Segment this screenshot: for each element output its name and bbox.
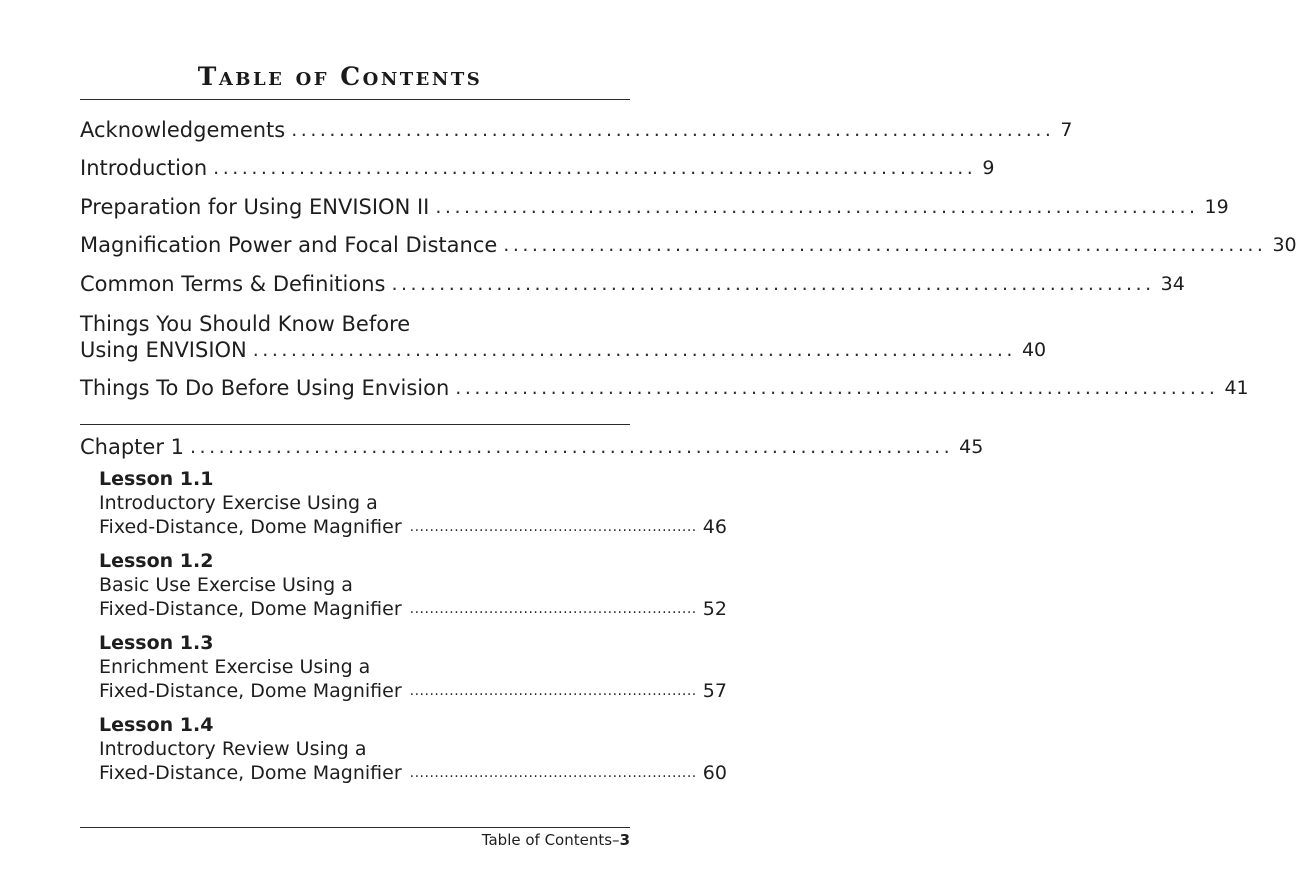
lesson-entry-1-1[interactable] <box>99 515 727 539</box>
toc-entry-label: Common Terms & Definitions <box>80 272 386 296</box>
dot-leader: ................................................................................ <box>455 377 1219 399</box>
toc-entry-page: 7 <box>1060 119 1073 141</box>
lesson-description-line1: Introductory Exercise Using a <box>99 492 378 514</box>
toc-entry-label: Acknowledgements <box>80 118 286 142</box>
dot-leader: ................................................................................ <box>213 157 977 179</box>
page-title: Table of Contents <box>197 62 483 91</box>
title-rule <box>80 99 630 100</box>
toc-entry-things-know[interactable] <box>80 337 1047 363</box>
lesson-description-line2: Fixed-Distance, Dome Magnifier <box>99 598 402 620</box>
lesson-description-line2: Fixed-Distance, Dome Magnifier <box>99 762 402 784</box>
chapter-label: Chapter 1 <box>80 435 184 459</box>
lesson-entry-1-4[interactable] <box>99 761 727 785</box>
toc-entry-introduction[interactable] <box>80 155 995 181</box>
toc-entry-page: 41 <box>1224 377 1249 399</box>
dot-leader: ................................................................................ <box>252 339 1016 361</box>
chapter-page: 45 <box>959 436 984 458</box>
lesson-entry-1-3[interactable] <box>99 679 727 703</box>
lesson-page: 60 <box>702 762 727 784</box>
toc-entry-label: Using ENVISION <box>80 338 247 362</box>
toc-entry-things-to-do[interactable] <box>80 375 1249 401</box>
lesson-title[interactable]: Lesson 1.2 <box>99 550 214 572</box>
toc-entry-chapter-1[interactable] <box>80 434 984 460</box>
lesson-description-line2: Fixed-Distance, Dome Magnifier <box>99 516 402 538</box>
toc-entry-common-terms[interactable] <box>80 271 1185 297</box>
dot-leader: .......................................................... <box>409 601 697 617</box>
dot-leader: ................................................................................ <box>190 436 954 458</box>
dot-leader: ................................................................................ <box>291 119 1055 141</box>
toc-entry-acknowledgements[interactable] <box>80 117 1073 143</box>
lesson-description-line1: Enrichment Exercise Using a <box>99 656 371 678</box>
toc-entry-page: 19 <box>1204 196 1229 218</box>
dot-leader: ................................................................................ <box>503 234 1267 256</box>
lesson-title[interactable]: Lesson 1.1 <box>99 468 214 490</box>
toc-entry-label: Preparation for Using ENVISION II <box>80 195 430 219</box>
toc-entry-things-know-line1[interactable]: Things You Should Know Before <box>80 312 411 336</box>
toc-entry-label: Things To Do Before Using Envision <box>80 376 450 400</box>
page-footer <box>482 829 630 851</box>
lesson-page: 57 <box>702 680 727 702</box>
dot-leader: .......................................................... <box>409 519 697 535</box>
lesson-page: 46 <box>702 516 727 538</box>
lesson-description-line2: Fixed-Distance, Dome Magnifier <box>99 680 402 702</box>
footer-page-number: 3 <box>619 831 630 849</box>
lesson-entry-1-2[interactable] <box>99 597 727 621</box>
toc-entry-page: 9 <box>982 157 995 179</box>
lesson-title[interactable]: Lesson 1.4 <box>99 714 214 736</box>
lesson-page: 52 <box>702 598 727 620</box>
footer-text: Table of Contents– <box>481 831 620 849</box>
toc-entry-label: Introduction <box>80 156 208 180</box>
toc-entry-label: Magnification Power and Focal Distance <box>80 233 498 257</box>
section-rule <box>80 424 630 425</box>
toc-entry-page: 30 <box>1272 234 1297 256</box>
lesson-title[interactable]: Lesson 1.3 <box>99 632 214 654</box>
dot-leader: .......................................................... <box>409 683 697 699</box>
footer-rule <box>80 827 630 828</box>
toc-entry-page: 34 <box>1160 273 1185 295</box>
dot-leader: .......................................................... <box>409 765 697 781</box>
toc-entry-preparation[interactable] <box>80 194 1229 220</box>
lesson-description-line1: Introductory Review Using a <box>99 738 367 760</box>
lesson-description-line1: Basic Use Exercise Using a <box>99 574 353 596</box>
dot-leader: ................................................................................ <box>391 273 1155 295</box>
toc-entry-page: 40 <box>1021 339 1047 361</box>
toc-entry-magnification[interactable] <box>80 232 1297 258</box>
dot-leader: ................................................................................ <box>435 196 1199 218</box>
